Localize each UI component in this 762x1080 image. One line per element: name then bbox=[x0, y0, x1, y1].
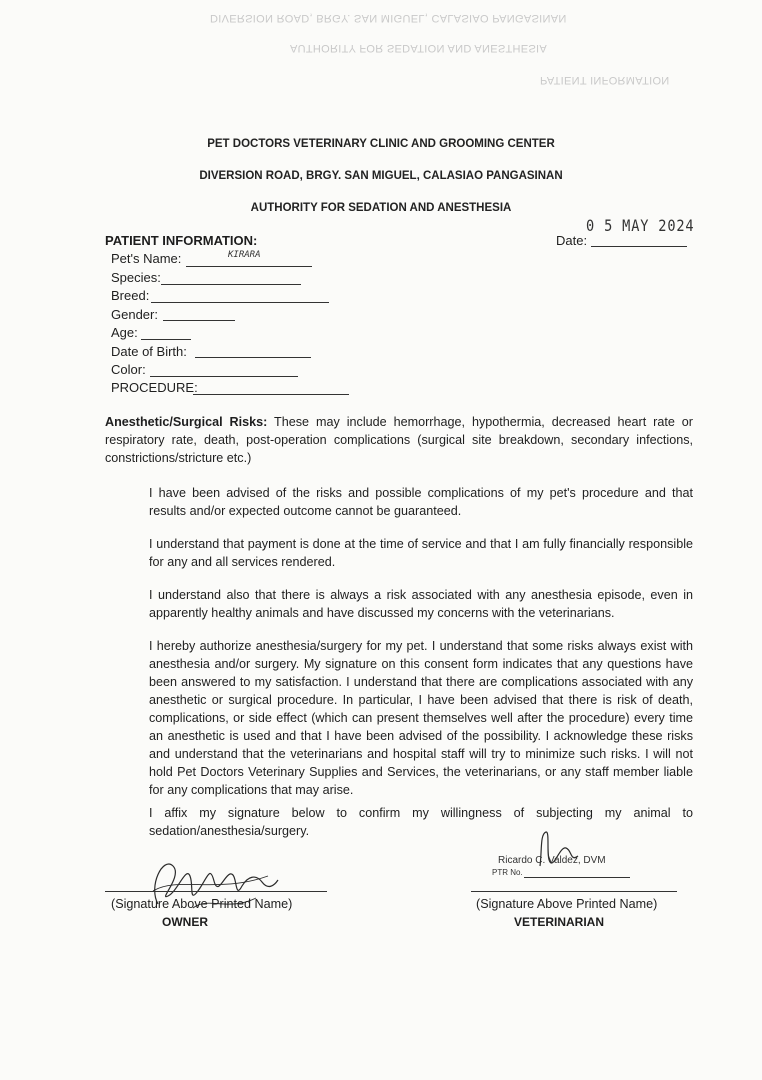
paragraph-authorization bbox=[105, 637, 693, 799]
paragraph-risks-advised bbox=[105, 484, 693, 520]
patient-info-heading: PATIENT INFORMATION: bbox=[105, 233, 258, 248]
paragraph-authorization-text: I hereby authorize anesthesia/surgery for my pet. I understand that some risks always exist with anesthesia and/or surgery. My signature on this consent form indicates that any questions have been answered to my satisfaction. I understand that there are complications associated with any anesthetic or surgical procedure. In particular, I have been advised that there is risk of death, complications, or side effect (which can present themselves well after the procedure) every time an anesthetic is used and that I have been advised of the possibility. I acknowledge these risks and understand that the veterinarians and hospital staff will try to minimize such risks. I will not hold Pet Doctors Veterinary Supplies and Services, the veterinarians, or any staff member liable for any complications that may arise. bbox=[149, 639, 693, 797]
paragraph-affix-signature bbox=[105, 804, 693, 840]
color-line bbox=[150, 376, 298, 377]
owner-signature-caption: (Signature Above Printed Name) bbox=[111, 897, 293, 911]
paragraph-affix-signature-text: I affix my signature below to confirm my willingness of subjecting my animal to sedation/anesthesia/surgery. bbox=[149, 806, 693, 838]
gender-label: Gender: bbox=[111, 307, 158, 322]
vet-signature-scribble bbox=[520, 826, 600, 876]
vet-signature-line bbox=[471, 891, 677, 892]
gender-line bbox=[163, 320, 235, 321]
procedure-label: PROCEDURE: bbox=[111, 380, 198, 395]
paragraph-payment bbox=[105, 535, 693, 571]
paragraph-anesthesia-risk-text: I understand also that there is always a risk associated with any anesthesia episode, even in apparently healthy animals and have discussed my concerns with the veterinarians. bbox=[149, 588, 693, 620]
clinic-name: PET DOCTORS VETERINARY CLINIC AND GROOMING CENTER bbox=[207, 138, 555, 150]
procedure-line bbox=[193, 394, 349, 395]
pet-name-label: Pet's Name: bbox=[111, 251, 182, 266]
vet-signature-caption: (Signature Above Printed Name) bbox=[476, 897, 658, 911]
show-through-title: AUTHORITY FOR SEDATION AND ANESTHESIA bbox=[290, 42, 548, 54]
vet-printed-name: Ricardo C. Valdez, DVM bbox=[498, 855, 606, 866]
species-line bbox=[161, 284, 301, 285]
vet-role: VETERINARIAN bbox=[514, 915, 605, 929]
form-title: AUTHORITY FOR SEDATION AND ANESTHESIA bbox=[250, 202, 512, 214]
show-through-section: PATIENT INFORMATION bbox=[540, 74, 670, 86]
show-through-address: DIVERSION ROAD, BRGY. SAN MIGUEL, CALASIAO PANGASINAN bbox=[210, 12, 567, 24]
paragraph-anesthesia-risk bbox=[105, 586, 693, 622]
risks-text: These may include hemorrhage, hypothermia, decreased heart rate or respiratory rate, death, post-operation complications (surgical site breakdown, secondary infections, constrictions/stricture etc.) bbox=[105, 415, 693, 465]
breed-label: Breed: bbox=[111, 288, 150, 303]
vet-ptr-line bbox=[524, 877, 630, 878]
breed-line bbox=[151, 302, 329, 303]
age-line bbox=[141, 339, 191, 340]
clinic-address: DIVERSION ROAD, BRGY. SAN MIGUEL, CALASIAO PANGASINAN bbox=[199, 170, 563, 182]
paragraph-risks-advised-text: I have been advised of the risks and possible complications of my pet's procedure and that results and/or expected outcome cannot be guaranteed. bbox=[149, 486, 693, 518]
dob-label: Date of Birth: bbox=[111, 344, 187, 359]
species-label: Species: bbox=[111, 270, 161, 285]
date-label: Date: bbox=[556, 233, 588, 248]
paragraph-payment-text: I understand that payment is done at the time of service and that I am fully financially responsible for any and all services rendered. bbox=[149, 537, 693, 569]
pet-name-line bbox=[186, 266, 312, 267]
risks-heading: Anesthetic/Surgical Risks: bbox=[105, 415, 268, 429]
owner-signature-line bbox=[105, 891, 327, 892]
vet-ptr-label: PTR No. bbox=[492, 868, 523, 877]
owner-role: OWNER bbox=[162, 915, 208, 929]
date-line bbox=[591, 246, 687, 247]
pet-name-value: KIRARA bbox=[228, 250, 261, 260]
date-stamp: 0 5 MAY 2024 bbox=[586, 216, 695, 235]
dob-line bbox=[195, 357, 311, 358]
age-label: Age: bbox=[111, 325, 138, 340]
color-label: Color: bbox=[111, 362, 146, 377]
risks-paragraph bbox=[105, 413, 693, 467]
